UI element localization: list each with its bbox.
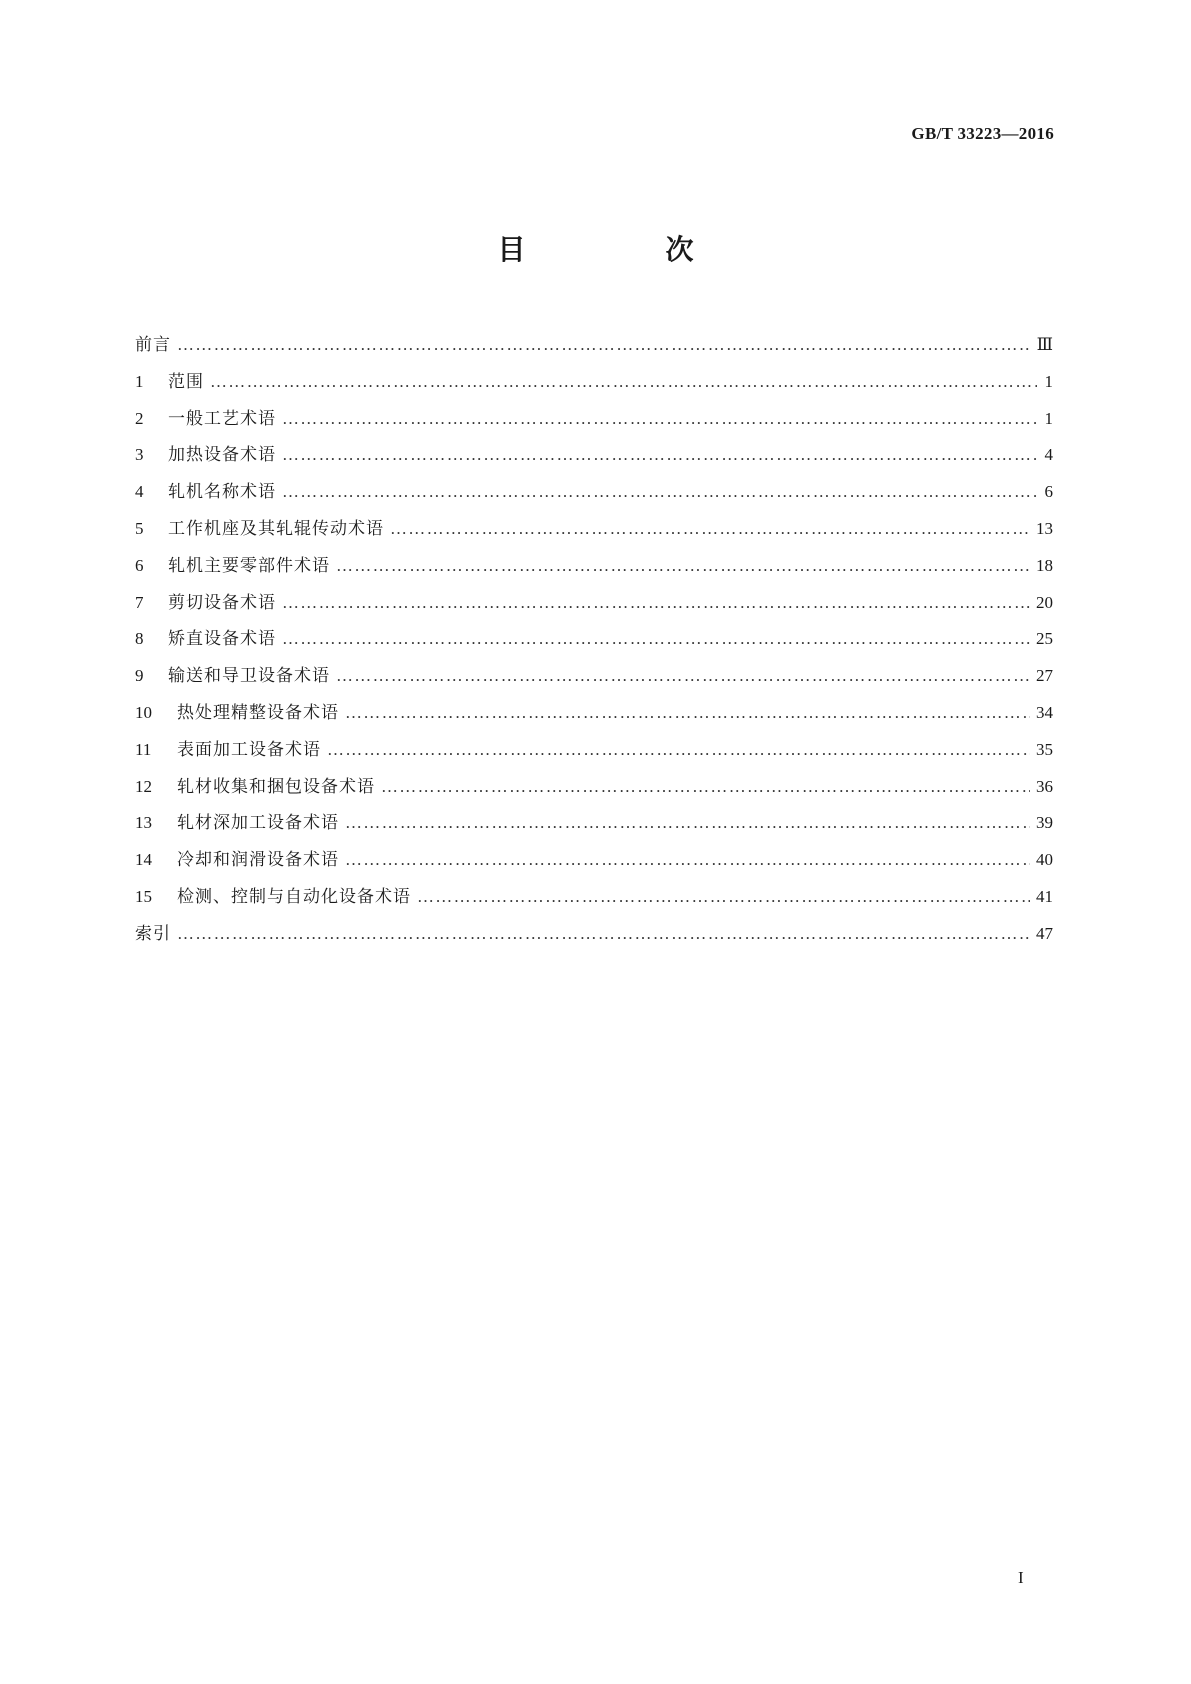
toc-entry[interactable] xyxy=(135,735,1053,772)
toc-entry-page: 1 xyxy=(1044,408,1053,428)
toc-dot-leader xyxy=(390,519,1030,539)
toc-entry-page: 47 xyxy=(1036,923,1053,943)
toc-entry-number: 12 xyxy=(135,776,152,796)
toc-entry-title: 矫直设备术语 xyxy=(168,629,276,650)
toc-entry-page: 39 xyxy=(1036,813,1053,833)
toc-entry-title: 工作机座及其轧辊传动术语 xyxy=(168,518,384,539)
toc-entry[interactable] xyxy=(135,404,1053,441)
toc-entry[interactable] xyxy=(135,514,1053,551)
toc-entry-page: 35 xyxy=(1036,739,1053,759)
toc-entry-number: 15 xyxy=(135,886,152,906)
toc-entry-title: 加热设备术语 xyxy=(168,445,276,466)
toc-entry[interactable] xyxy=(135,845,1053,882)
toc-dot-leader xyxy=(282,482,1037,502)
toc-entry[interactable] xyxy=(135,330,1053,367)
toc-entry[interactable] xyxy=(135,588,1053,625)
table-of-contents xyxy=(135,330,1053,956)
toc-entry[interactable] xyxy=(135,919,1053,956)
toc-entry-number: 14 xyxy=(135,850,152,870)
toc-entry-number: 9 xyxy=(135,666,144,686)
toc-entry-number: 1 xyxy=(135,371,144,391)
toc-entry-title: 轧材深加工设备术语 xyxy=(177,813,339,834)
toc-entry-page: Ⅲ xyxy=(1036,335,1053,354)
toc-entry-title: 冷却和润滑设备术语 xyxy=(177,850,339,871)
toc-entry-title: 检测、控制与自动化设备术语 xyxy=(177,886,411,907)
toc-entry-page: 18 xyxy=(1036,555,1053,575)
toc-entry-title: 输送和导卫设备术语 xyxy=(168,666,330,687)
toc-entry-number: 6 xyxy=(135,555,144,575)
toc-entry-page: 6 xyxy=(1044,482,1053,502)
toc-entry-title: 热处理精整设备术语 xyxy=(177,702,339,723)
toc-dot-leader xyxy=(282,409,1037,429)
toc-entry[interactable] xyxy=(135,772,1053,809)
toc-entry-page: 25 xyxy=(1036,629,1053,649)
toc-entry[interactable] xyxy=(135,440,1053,477)
toc-entry-page: 20 xyxy=(1036,592,1053,612)
toc-entry-number: 11 xyxy=(135,739,152,759)
toc-dot-leader xyxy=(345,850,1030,870)
toc-dot-leader xyxy=(345,703,1030,723)
toc-entry-page: 1 xyxy=(1044,371,1053,391)
toc-entry-title: 轧机名称术语 xyxy=(168,482,276,503)
toc-entry[interactable] xyxy=(135,882,1053,919)
toc-entry-number: 7 xyxy=(135,592,144,612)
toc-entry-page: 4 xyxy=(1044,445,1053,465)
toc-dot-leader xyxy=(381,777,1030,797)
toc-entry-number: 2 xyxy=(135,408,144,428)
toc-entry[interactable] xyxy=(135,624,1053,661)
toc-entry-title: 剪切设备术语 xyxy=(168,592,276,613)
toc-entry-page: 40 xyxy=(1036,850,1053,870)
toc-entry[interactable] xyxy=(135,808,1053,845)
toc-entry[interactable] xyxy=(135,367,1053,404)
toc-dot-leader xyxy=(210,372,1037,392)
toc-dot-leader xyxy=(417,887,1030,907)
standard-code: GB/T 33223—2016 xyxy=(911,124,1054,143)
toc-entry[interactable] xyxy=(135,698,1053,735)
toc-entry-title: 范围 xyxy=(168,371,204,392)
toc-entry-title: 轧材收集和捆包设备术语 xyxy=(177,776,375,797)
toc-dot-leader xyxy=(282,445,1037,465)
toc-dot-leader xyxy=(345,813,1030,833)
page-number: I xyxy=(1018,1568,1024,1587)
page-title: 目 次 xyxy=(497,233,750,266)
toc-entry-title: 一般工艺术语 xyxy=(168,408,276,429)
toc-entry-page: 34 xyxy=(1036,702,1053,722)
toc-entry-number: 13 xyxy=(135,813,152,833)
toc-entry-number: 3 xyxy=(135,445,144,465)
toc-entry-title: 索引 xyxy=(135,923,171,944)
toc-entry-page: 27 xyxy=(1036,666,1053,686)
toc-entry-title: 轧机主要零部件术语 xyxy=(168,555,330,576)
toc-entry-page: 41 xyxy=(1036,886,1053,906)
toc-dot-leader xyxy=(177,335,1031,355)
toc-dot-leader xyxy=(327,740,1030,760)
toc-entry-title: 前言 xyxy=(135,335,171,355)
toc-entry-number: 4 xyxy=(135,482,144,502)
toc-dot-leader xyxy=(282,629,1030,649)
toc-entry-page: 36 xyxy=(1036,776,1053,796)
toc-entry[interactable] xyxy=(135,551,1053,588)
toc-entry-title: 表面加工设备术语 xyxy=(177,739,321,760)
toc-entry-number: 5 xyxy=(135,518,144,538)
toc-entry-number: 8 xyxy=(135,629,144,649)
toc-entry[interactable] xyxy=(135,477,1053,514)
toc-dot-leader xyxy=(336,666,1030,686)
toc-entry[interactable] xyxy=(135,661,1053,698)
toc-entry-number: 10 xyxy=(135,702,152,722)
toc-entry-page: 13 xyxy=(1036,518,1053,538)
toc-dot-leader xyxy=(336,556,1030,576)
toc-dot-leader xyxy=(282,593,1030,613)
toc-dot-leader xyxy=(177,924,1030,944)
